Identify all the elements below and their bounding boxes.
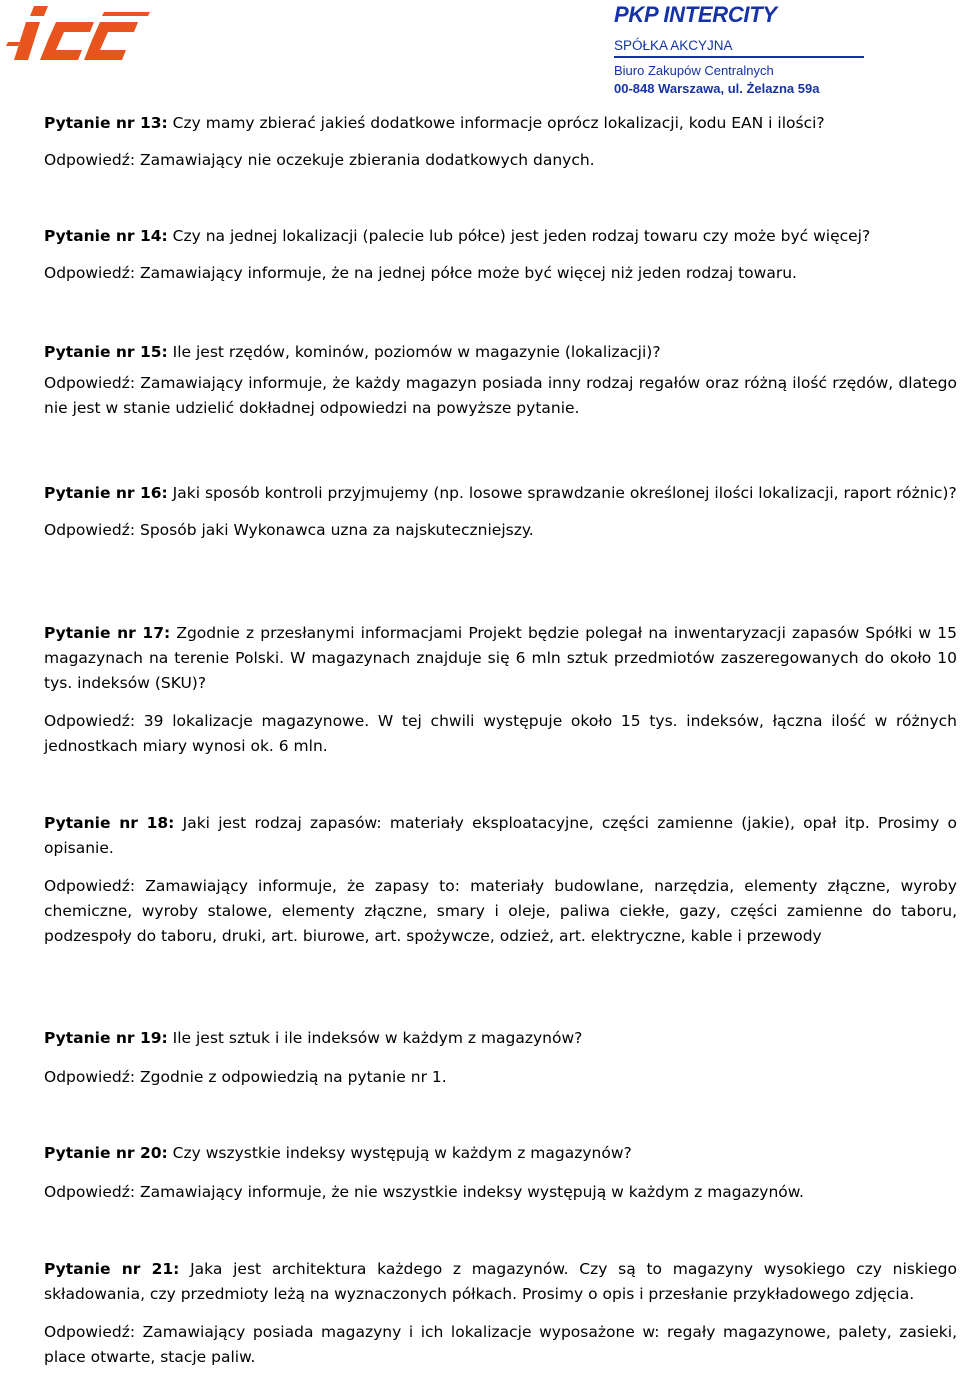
company-info <box>614 2 864 97</box>
answer <box>44 371 957 421</box>
answer-label: Odpowiedź <box>44 1068 130 1086</box>
question <box>44 111 957 136</box>
question-text: Zgodnie z przesłanymi informacjami Projekt będzie polegał na inwentaryzacji zapasów Spółki w 15 magazynach na terenie Polski. W magazynach znajduje się 6 mln sztuk przedmiotów zaszeregowanych do około 10 tys. indeksów (SKU)? <box>44 624 957 692</box>
question-text: Czy na jednej lokalizacji (palecie lub półce) jest jeden rodzaj towaru czy może być więcej? <box>167 227 871 245</box>
question-label: Pytanie nr 21: <box>44 1260 180 1278</box>
question <box>44 621 957 696</box>
question <box>44 811 957 861</box>
answer-text: : Sposób jaki Wykonawca uzna za najskuteczniejszy. <box>129 521 534 539</box>
page-header <box>0 0 960 100</box>
question-text: Ile jest rzędów, kominów, poziomów w magazynie (lokalizacji)? <box>167 343 661 361</box>
qa-item-16 <box>44 481 957 543</box>
answer-label: Odpowiedź <box>44 521 130 539</box>
answer-text: : Zamawiający informuje, że na jednej półce może być więcej niż jeden rodzaj towaru. <box>129 264 797 282</box>
qa-item-18 <box>44 811 957 949</box>
answer-label: Odpowiedź <box>44 1183 130 1201</box>
question-text: Jaka jest architektura każdego z magazynów. Czy są to magazyny wysokiego czy niskiego składowania, czy przedmioty leżą na wyznaczonych półkach. Prosimy o opis i przesłanie przykładowego zdjęcia. <box>44 1260 957 1303</box>
question-label: Pytanie nr 18: <box>44 814 175 832</box>
question-text: Jaki jest rodzaj zapasów: materiały eksploatacyjne, części zamienne (jakie), opał itp. Prosimy o opisanie. <box>44 814 957 857</box>
answer-label: Odpowiedź <box>44 877 130 895</box>
qa-item-20 <box>44 1141 957 1205</box>
answer <box>44 1320 957 1370</box>
company-type: SPÓŁKA AKCYJNA <box>614 38 864 58</box>
qa-item-19 <box>44 1026 957 1090</box>
question-label: Pytanie nr 20: <box>44 1144 168 1162</box>
answer <box>44 874 957 949</box>
answer-text: : Zamawiający nie oczekuje zbierania dodatkowych danych. <box>129 151 595 169</box>
question-text: Czy mamy zbierać jakieś dodatkowe informacje oprócz lokalizacji, kodu EAN i ilości? <box>167 114 825 132</box>
answer <box>44 1180 957 1205</box>
qa-item-21 <box>44 1257 957 1370</box>
question <box>44 1257 957 1307</box>
answer-text: : Zamawiający informuje, że każdy magazyn posiada inny rodzaj regałów oraz różną ilość rzędów, dlatego nie jest w stanie udzielić dokładnej odpowiedzi na powyższe pytanie. <box>44 374 957 417</box>
answer-label: Odpowiedź <box>44 374 130 392</box>
company-department: Biuro Zakupów Centralnych <box>614 63 774 78</box>
question-label: Pytanie nr 15: <box>44 343 168 361</box>
question <box>44 481 957 506</box>
question <box>44 1026 957 1051</box>
question-label: Pytanie nr 16: <box>44 484 168 502</box>
answer-label: Odpowiedź <box>44 1323 130 1341</box>
answer-label: Odpowiedź <box>44 712 130 730</box>
answer-text: : Zamawiający informuje, że zapasy to: materiały budowlane, narzędzia, elementy złączne, wyroby chemiczne, wyroby stalowe, elementy złączne, smary i oleje, paliwa ciekłe, gazy, części zamienne do taboru, podzespoły do taboru, druki, art. biurowe, art. spożywcze, odzież, art. elektryczne, kable i przewody <box>44 877 957 945</box>
question <box>44 340 957 365</box>
company-name: PKP INTERCITY <box>614 2 777 27</box>
qa-item-15 <box>44 340 957 421</box>
qa-item-14 <box>44 224 957 286</box>
question-text: Jaki sposób kontroli przyjmujemy (np. losowe sprawdzanie określonej ilości lokalizacji, raport różnic)? <box>167 484 957 502</box>
qa-item-17 <box>44 621 957 759</box>
question-text: Ile jest sztuk i ile indeksów w każdym z magazynów? <box>167 1029 583 1047</box>
question-label: Pytanie nr 14: <box>44 227 168 245</box>
answer <box>44 148 957 173</box>
qa-item-13 <box>44 111 957 173</box>
answer <box>44 518 957 543</box>
answer-text: : Zamawiający informuje, że nie wszystkie indeksy występują w każdym z magazynów. <box>129 1183 804 1201</box>
answer <box>44 709 957 759</box>
question <box>44 224 957 249</box>
question <box>44 1141 957 1166</box>
answer-label: Odpowiedź <box>44 151 130 169</box>
answer-text: : 39 lokalizacje magazynowe. W tej chwili występuje około 15 tys. indeksów, łączna ilość w różnych jednostkach miary wynosi ok. 6 mln. <box>44 712 957 755</box>
intercity-logo <box>4 2 154 66</box>
answer <box>44 1065 957 1090</box>
answer <box>44 261 957 286</box>
question-text: Czy wszystkie indeksy występują w każdym z magazynów? <box>167 1144 632 1162</box>
answer-text: : Zamawiający posiada magazyny i ich lokalizacje wyposażone w: regały magazynowe, palety, zasieki, place otwarte, stacje paliw. <box>44 1323 957 1366</box>
answer-text: : Zgodnie z odpowiedzią na pytanie nr 1. <box>129 1068 447 1086</box>
company-address: 00-848 Warszawa, ul. Żelazna 59a <box>614 81 820 96</box>
answer-label: Odpowiedź <box>44 264 130 282</box>
question-label: Pytanie nr 17: <box>44 624 171 642</box>
question-label: Pytanie nr 13: <box>44 114 168 132</box>
question-label: Pytanie nr 19: <box>44 1029 168 1047</box>
